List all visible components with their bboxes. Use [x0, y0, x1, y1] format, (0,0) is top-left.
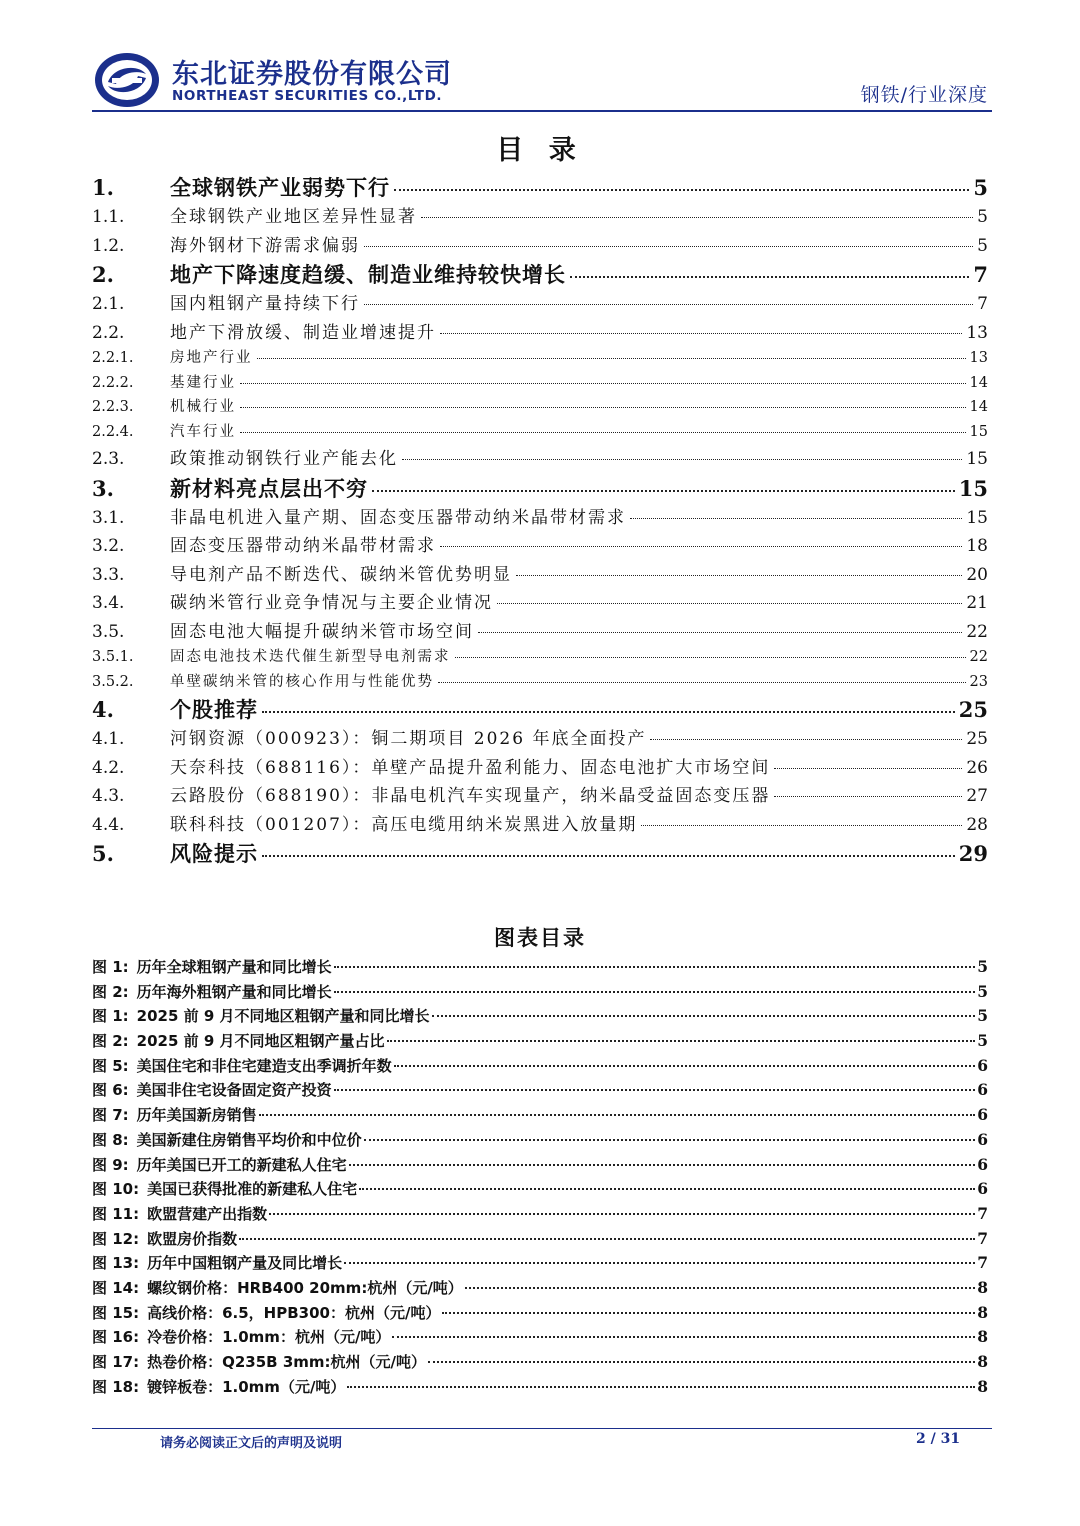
figure-entry[interactable]	[92, 1376, 988, 1401]
figure-entry[interactable]	[92, 1351, 988, 1376]
figure-entry-label: 图 1:	[92, 1007, 129, 1026]
figure-entry-page: 6	[977, 1179, 988, 1199]
toc-entry-title: 固态电池技术迭代催生新型导电剂需求	[170, 649, 451, 665]
figure-entry[interactable]	[92, 1129, 988, 1154]
toc-entry[interactable]	[92, 753, 988, 782]
figure-entry-page: 5	[977, 1006, 988, 1026]
toc-entry-page: 5	[977, 235, 988, 256]
figure-entry-label: 图 14:	[92, 1278, 140, 1297]
figure-entry-page: 8	[977, 1352, 988, 1371]
figure-entry[interactable]	[92, 1302, 988, 1327]
toc-leader-dots	[455, 657, 966, 658]
toc-entry[interactable]	[92, 371, 988, 396]
toc-entry[interactable]	[92, 560, 988, 589]
figure-entry[interactable]	[92, 1154, 988, 1179]
header-divider	[92, 110, 992, 112]
figure-entry-page: 6	[977, 1055, 988, 1075]
toc-entry[interactable]	[92, 588, 988, 617]
toc-entry-number: 2.2.1.	[92, 350, 134, 366]
toc-entry[interactable]	[92, 838, 988, 868]
toc-entry-page: 7	[973, 262, 988, 287]
figure-entry-page: 6	[977, 1080, 988, 1100]
toc-entry[interactable]	[92, 645, 988, 670]
toc-entry-title: 河钢资源（000923）：铜二期项目 2026 年底全面投产	[170, 729, 647, 749]
figure-entry-caption: 2025 前 9 月不同地区粗钢产量和同比增长	[136, 1007, 430, 1026]
figure-entry-caption: 热卷价格：Q235B 3mm:杭州（元/吨）	[147, 1353, 427, 1371]
toc-entry-page: 27	[966, 786, 988, 806]
figure-entry-label: 图 6:	[92, 1081, 129, 1100]
figure-leader-dots	[364, 1139, 976, 1141]
toc-entry-page: 22	[969, 649, 988, 665]
table-of-contents	[92, 172, 988, 868]
toc-entry-number: 4.	[92, 697, 114, 722]
toc-entry-number: 3.4.	[92, 593, 125, 613]
figure-entry-caption: 欧盟营建产出指数	[147, 1204, 268, 1223]
toc-entry[interactable]	[92, 318, 988, 347]
toc-entry-title: 风险提示	[170, 842, 258, 866]
toc-entry[interactable]	[92, 395, 988, 420]
toc-entry-number: 3.3.	[92, 564, 125, 585]
toc-entry-page: 28	[966, 814, 988, 835]
figure-entry[interactable]	[92, 1252, 988, 1277]
toc-entry-page: 25	[966, 729, 988, 749]
figure-leader-dots	[392, 1336, 975, 1338]
figure-leader-dots	[334, 1089, 976, 1091]
figure-entry-label: 图 2:	[92, 982, 129, 1001]
toc-entry-title: 房地产行业	[170, 350, 253, 366]
toc-entry-number: 4.1.	[92, 729, 125, 749]
figure-entry-caption: 美国非住宅设备固定资产投资	[136, 1081, 332, 1100]
figure-entry-label: 图 17:	[92, 1353, 140, 1371]
figure-leader-dots	[239, 1238, 975, 1240]
toc-entry-page: 25	[958, 697, 988, 722]
toc-entry-number: 5.	[92, 841, 114, 866]
toc-entry-title: 新材料亮点层出不穷	[170, 476, 368, 501]
figure-entry-page: 7	[977, 1203, 988, 1223]
figure-entry-caption: 高线价格：6.5，HPB300：杭州（元/吨）	[147, 1303, 441, 1322]
toc-entry-number: 3.1.	[92, 507, 125, 528]
company-logo-icon	[94, 52, 160, 108]
toc-entry-title: 海外钢材下游需求偏弱	[170, 235, 360, 256]
toc-heading: 目 录	[496, 135, 584, 166]
figure-entry-page: 8	[977, 1327, 988, 1347]
figure-entry-caption: 美国住宅和非住宅建造支出季调折年数	[136, 1056, 392, 1075]
toc-entry-title: 全球钢铁产业弱势下行	[170, 176, 390, 200]
toc-entry[interactable]	[92, 531, 988, 560]
toc-entry[interactable]	[92, 810, 988, 839]
toc-entry-number: 3.5.1.	[92, 649, 134, 665]
toc-leader-dots	[440, 333, 962, 334]
toc-entry[interactable]	[92, 473, 988, 503]
toc-entry[interactable]	[92, 289, 988, 318]
figure-entry[interactable]	[92, 956, 988, 981]
toc-leader-dots	[650, 739, 962, 740]
toc-entry-number: 2.2.2.	[92, 374, 134, 391]
figure-entry[interactable]	[92, 1055, 988, 1080]
toc-entry-title: 个股推荐	[170, 698, 258, 722]
toc-entry-page: 13	[969, 350, 988, 366]
figure-leader-dots	[432, 1015, 976, 1017]
figure-entry-caption: 美国新建住房销售平均价和中位价	[136, 1130, 362, 1149]
toc-leader-dots	[372, 490, 955, 492]
toc-entry-number: 4.2.	[92, 757, 125, 778]
figure-entry-page: 5	[977, 981, 988, 1001]
toc-entry-number: 1.2.	[92, 235, 125, 256]
figure-entry-label: 图 9:	[92, 1155, 129, 1174]
figure-entry-caption: 历年全球粗钢产量和同比增长	[136, 958, 332, 976]
toc-entry-page: 23	[969, 673, 988, 690]
figure-entry-label: 图 18:	[92, 1377, 140, 1396]
figure-leader-dots	[428, 1361, 975, 1363]
page-number: 2 / 31	[916, 1431, 961, 1447]
figure-leader-dots	[465, 1287, 975, 1289]
toc-entry-number: 2.	[92, 262, 114, 287]
toc-entry-title: 固态变压器带动纳米晶带材需求	[170, 536, 436, 556]
toc-entry-number: 3.	[92, 475, 114, 501]
toc-entry-title: 云路股份（688190）：非晶电机汽车实现量产，纳米晶受益固态变压器	[170, 786, 771, 806]
figure-list	[92, 956, 988, 1400]
figure-entry-page: 8	[977, 1376, 988, 1396]
figure-entry-caption: 历年美国已开工的新建私人住宅	[136, 1155, 347, 1174]
toc-entry-title: 机械行业	[170, 399, 236, 415]
toc-leader-dots	[570, 276, 969, 278]
figure-entry-caption: 螺纹钢价格：HRB400 20mm:杭州（元/吨）	[147, 1278, 463, 1297]
figure-entry-page: 8	[977, 1302, 988, 1322]
toc-leader-dots	[421, 217, 973, 218]
toc-entry-number: 2.2.4.	[92, 423, 134, 440]
toc-leader-dots	[478, 632, 962, 633]
figure-entry-caption: 美国已获得批准的新建私人住宅	[147, 1180, 358, 1199]
toc-entry[interactable]	[92, 724, 988, 753]
figure-entry-caption: 2025 前 9 月不同地区粗钢产量占比	[136, 1032, 385, 1051]
figure-entry-page: 5	[977, 1031, 988, 1051]
toc-entry[interactable]	[92, 420, 988, 445]
footer-divider	[92, 1428, 992, 1429]
figure-leader-dots	[259, 1114, 976, 1116]
toc-entry-title: 地产下降速度趋缓、制造业维持较快增长	[170, 263, 566, 287]
figure-entry-caption: 历年中国粗钢产量及同比增长	[147, 1254, 343, 1273]
toc-leader-dots	[774, 768, 962, 769]
figure-entry-label: 图 16:	[92, 1328, 140, 1347]
figure-entry-label: 图 12:	[92, 1229, 140, 1248]
toc-entry-page: 18	[966, 536, 988, 556]
toc-entry-number: 3.5.2.	[92, 673, 134, 690]
figure-entry-page: 7	[977, 1253, 988, 1273]
figure-entry[interactable]	[92, 1178, 988, 1203]
figure-entry-page: 6	[977, 1154, 988, 1174]
toc-leader-dots	[394, 189, 969, 191]
toc-entry-number: 2.1.	[92, 294, 125, 314]
figure-entry-label: 图 2:	[92, 1032, 129, 1051]
toc-entry-page: 14	[969, 399, 988, 415]
toc-entry[interactable]	[92, 694, 988, 724]
figure-leader-dots	[334, 991, 976, 993]
toc-leader-dots	[774, 796, 962, 797]
toc-entry[interactable]	[92, 202, 988, 231]
figure-entry-label: 图 15:	[92, 1303, 140, 1322]
toc-entry[interactable]	[92, 346, 988, 371]
figure-entry-label: 图 7:	[92, 1106, 129, 1125]
figure-entry-caption: 欧盟房价指数	[147, 1229, 238, 1248]
toc-entry-page: 22	[966, 621, 988, 642]
toc-entry-title: 碳纳米管行业竞争情况与主要企业情况	[170, 593, 493, 613]
toc-leader-dots	[497, 603, 962, 604]
toc-entry-page: 26	[966, 757, 988, 778]
toc-entry-title: 地产下滑放缓、制造业增速提升	[170, 322, 436, 343]
figure-entry-label: 图 1:	[92, 958, 129, 976]
figure-entry[interactable]	[92, 1326, 988, 1351]
toc-entry-title: 联科科技（001207）：高压电缆用纳米炭黑进入放量期	[170, 814, 638, 835]
company-name-en: NORTHEAST SECURITIES CO.,LTD.	[172, 88, 443, 104]
figure-entry-page: 5	[977, 957, 988, 976]
figure-entry-page: 6	[977, 1129, 988, 1149]
figure-entry[interactable]	[92, 981, 988, 1006]
toc-entry-page: 5	[977, 207, 988, 227]
figure-leader-dots	[442, 1312, 975, 1314]
figure-entry[interactable]	[92, 1228, 988, 1253]
toc-entry[interactable]	[92, 503, 988, 532]
figure-leader-dots	[387, 1040, 976, 1042]
figure-entry-caption: 历年美国新房销售	[136, 1106, 257, 1125]
toc-entry-page: 5	[973, 175, 988, 200]
toc-entry-page: 15	[958, 475, 988, 501]
figure-entry[interactable]	[92, 1079, 988, 1104]
toc-entry-title: 非晶电机进入量产期、固态变压器带动纳米晶带材需求	[170, 507, 626, 528]
toc-entry-title: 基建行业	[170, 374, 236, 391]
figure-entry-label: 图 11:	[92, 1204, 140, 1223]
toc-entry[interactable]	[92, 231, 988, 260]
toc-entry-number: 3.2.	[92, 536, 125, 556]
company-name-cn: 东北证券股份有限公司	[172, 59, 452, 90]
figure-leader-dots	[349, 1164, 976, 1166]
toc-leader-dots	[438, 682, 966, 683]
toc-entry-page: 14	[969, 374, 988, 391]
toc-entry[interactable]	[92, 781, 988, 810]
figure-leader-dots	[344, 1262, 975, 1264]
toc-entry-page: 7	[977, 294, 988, 314]
toc-leader-dots	[364, 304, 973, 305]
figure-leader-dots	[334, 966, 976, 968]
toc-leader-dots	[240, 407, 966, 408]
figure-entry-label: 图 13:	[92, 1254, 140, 1273]
toc-entry-title: 导电剂产品不断迭代、碳纳米管优势明显	[170, 564, 512, 585]
toc-entry-page: 15	[966, 449, 988, 469]
toc-leader-dots	[641, 825, 962, 826]
page-header	[92, 48, 992, 110]
toc-entry-page: 20	[966, 564, 988, 585]
figure-entry[interactable]	[92, 1277, 988, 1302]
toc-leader-dots	[257, 358, 966, 359]
figure-entry-label: 图 5:	[92, 1056, 129, 1075]
figure-list-heading: 图表目录	[494, 926, 586, 950]
figure-entry[interactable]	[92, 1203, 988, 1228]
toc-entry-number: 1.	[92, 175, 114, 200]
figure-entry-caption: 历年海外粗钢产量和同比增长	[136, 982, 332, 1001]
figure-entry-page: 7	[977, 1228, 988, 1248]
figure-entry[interactable]	[92, 1030, 988, 1055]
toc-entry-title: 国内粗钢产量持续下行	[170, 294, 360, 314]
toc-leader-dots	[262, 711, 955, 713]
toc-entry-number: 4.3.	[92, 786, 125, 806]
toc-leader-dots	[262, 855, 955, 857]
toc-entry-title: 政策推动钢铁行业产能去化	[170, 449, 398, 469]
figure-entry-caption: 冷卷价格：1.0mm：杭州（元/吨）	[147, 1328, 391, 1347]
figure-entry[interactable]	[92, 1005, 988, 1030]
figure-entry-page: 6	[977, 1105, 988, 1125]
toc-leader-dots	[516, 575, 962, 576]
toc-leader-dots	[364, 246, 973, 247]
toc-leader-dots	[402, 459, 962, 460]
toc-leader-dots	[240, 432, 966, 433]
toc-leader-dots	[440, 546, 962, 547]
toc-entry[interactable]	[92, 444, 988, 473]
toc-entry-number: 1.1.	[92, 207, 125, 227]
toc-entry[interactable]	[92, 670, 988, 695]
toc-entry-title: 汽车行业	[170, 423, 236, 440]
figure-entry-label: 图 8:	[92, 1130, 129, 1149]
toc-entry-page: 29	[958, 841, 988, 866]
toc-entry-number: 3.5.	[92, 621, 125, 642]
toc-entry-number: 2.2.3.	[92, 399, 134, 415]
figure-entry[interactable]	[92, 1104, 988, 1129]
toc-leader-dots	[240, 383, 966, 384]
figure-leader-dots	[394, 1065, 976, 1067]
toc-entry-page: 15	[969, 423, 988, 440]
toc-entry-page: 15	[966, 507, 988, 528]
toc-entry-title: 单壁碳纳米管的核心作用与性能优势	[170, 673, 434, 690]
toc-entry-title: 固态电池大幅提升碳纳米管市场空间	[170, 621, 474, 642]
toc-entry-title: 全球钢铁产业地区差异性显著	[170, 207, 417, 227]
toc-entry[interactable]	[92, 259, 988, 289]
toc-entry[interactable]	[92, 617, 988, 646]
toc-entry-number: 4.4.	[92, 814, 125, 835]
footer-disclaimer: 请务必阅读正文后的声明及说明	[160, 1436, 343, 1451]
figure-entry-label: 图 10:	[92, 1180, 140, 1199]
figure-leader-dots	[269, 1213, 975, 1215]
report-category: 钢铁/行业深度	[860, 84, 988, 106]
figure-entry-caption: 镀锌板卷：1.0mm（元/吨）	[147, 1377, 346, 1396]
toc-leader-dots	[630, 518, 962, 519]
toc-entry-number: 2.2.	[92, 322, 125, 343]
toc-entry[interactable]	[92, 172, 988, 202]
toc-entry-title: 天奈科技（688116）：单壁产品提升盈利能力、固态电池扩大市场空间	[170, 757, 771, 778]
figure-leader-dots	[347, 1386, 975, 1388]
toc-entry-number: 2.3.	[92, 449, 125, 469]
figure-entry-page: 8	[977, 1277, 988, 1297]
figure-leader-dots	[359, 1188, 975, 1190]
toc-entry-page: 13	[966, 322, 988, 343]
toc-entry-page: 21	[966, 593, 988, 613]
